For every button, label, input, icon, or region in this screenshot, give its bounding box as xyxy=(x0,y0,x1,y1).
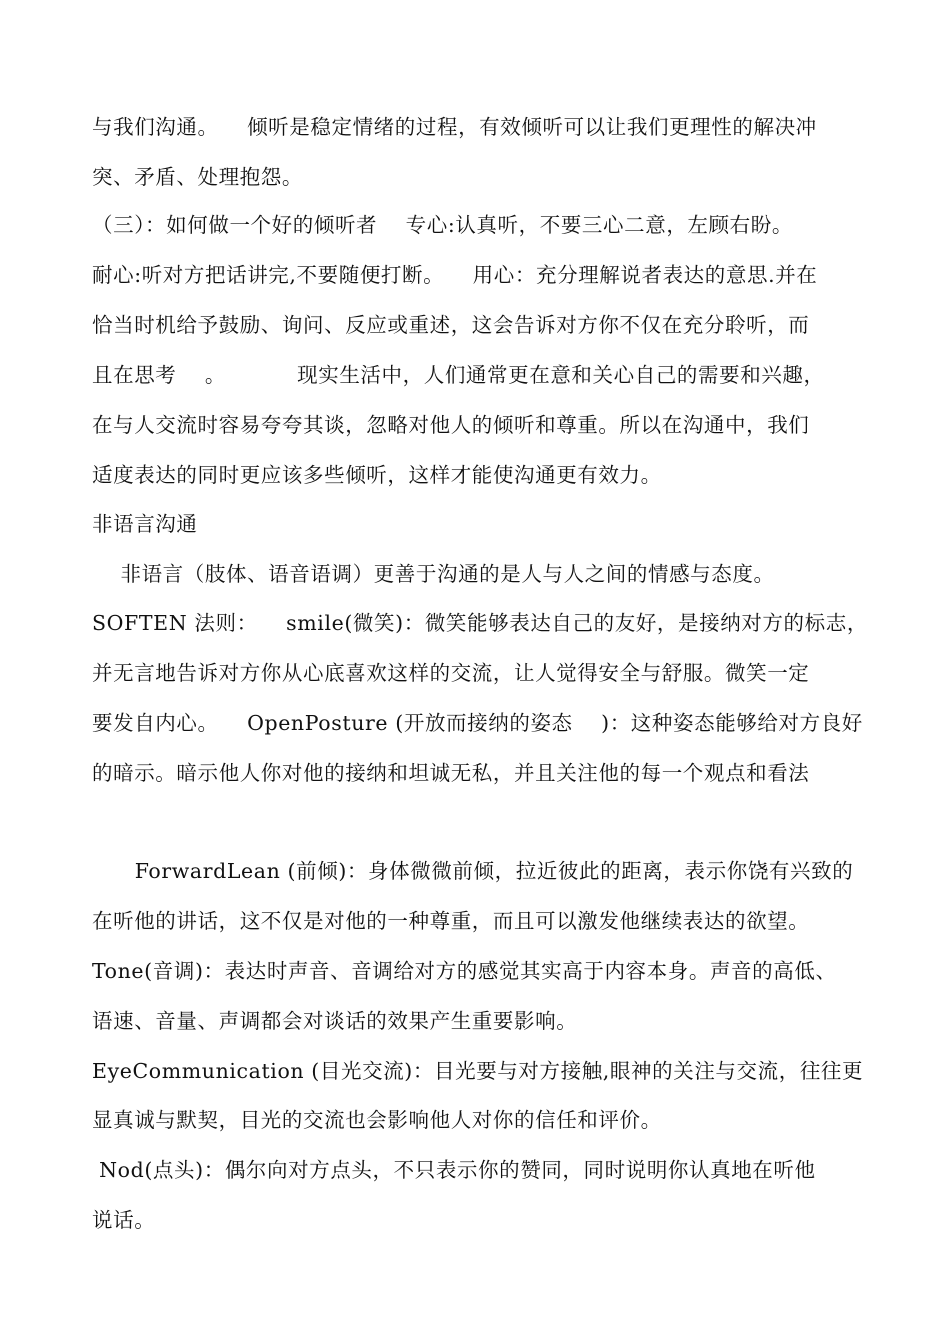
text-line: 突、矛盾、处理抱怨。 xyxy=(92,165,303,189)
text-line: 在与人交流时容易夸夸其谈，忽略对他人的倾听和尊重。所以在沟通中，我们 xyxy=(92,413,810,437)
text-line: ForwardLean (前倾)：身体微微前倾，拉近彼此的距离，表示你饶有兴致的 xyxy=(92,859,854,883)
text-line: 适度表达的同时更应该多些倾听，这样才能使沟通更有效力。 xyxy=(92,463,662,487)
text-line: 在听他的讲话，这不仅是对他的一种尊重，而且可以激发他继续表达的欲望。 xyxy=(92,909,810,933)
text-line: 语速、音量、声调都会对谈话的效果产生重要影响。 xyxy=(92,1009,578,1033)
text-line: 要发自内心。 OpenPosture (开放而接纳的姿态 )：这种姿态能够给对方良好 xyxy=(92,711,863,735)
text-line: Tone(音调)：表达时声音、音调给对方的感觉其实高于内容本身。声音的高低、 xyxy=(92,959,837,983)
text-line: 恰当时机给予鼓励、询问、反应或重述，这会告诉对方你不仅在充分聆听，而 xyxy=(92,313,810,337)
section-heading: 非语言沟通 xyxy=(92,512,198,536)
text-line: EyeCommunication (目光交流)：目光要与对方接触,眼神的关注与交流，往往更 xyxy=(92,1059,864,1083)
text-line: 说话。 xyxy=(92,1208,156,1232)
text-line: 显真诚与默契，目光的交流也会影响他人对你的信任和评价。 xyxy=(92,1108,662,1132)
text-line: Nod(点头)：偶尔向对方点头，不只表示你的赞同，同时说明你认真地在听他 xyxy=(92,1158,816,1182)
text-line: 并无言地告诉对方你从心底喜欢这样的交流，让人觉得安全与舒服。微笑一定 xyxy=(92,661,810,685)
text-line: 非语言（肢体、语音语调）更善于沟通的是人与人之间的情感与态度。 xyxy=(92,562,775,586)
text-line: 耐心:听对方把话讲完,不要随便打断。 用心：充分理解说者表达的意思.并在 xyxy=(92,263,818,287)
text-line: （三）：如何做一个好的倾听者 专心:认真听，不要三心二意，左顾右盼。 xyxy=(92,213,793,237)
text-line: 与我们沟通。 倾听是稳定情绪的过程，有效倾听可以让我们更理性的解决冲 xyxy=(92,115,817,139)
text-line: 且在思考 。 现实生活中，人们通常更在意和关心自己的需要和兴趣， xyxy=(92,363,825,387)
text-line: 的暗示。暗示他人你对他的接纳和坦诚无私，并且关注他的每一个观点和看法 xyxy=(92,761,810,785)
text-line: SOFTEN 法则： smile(微笑)：微笑能够表达自己的友好，是接纳对方的标志， xyxy=(92,611,868,635)
